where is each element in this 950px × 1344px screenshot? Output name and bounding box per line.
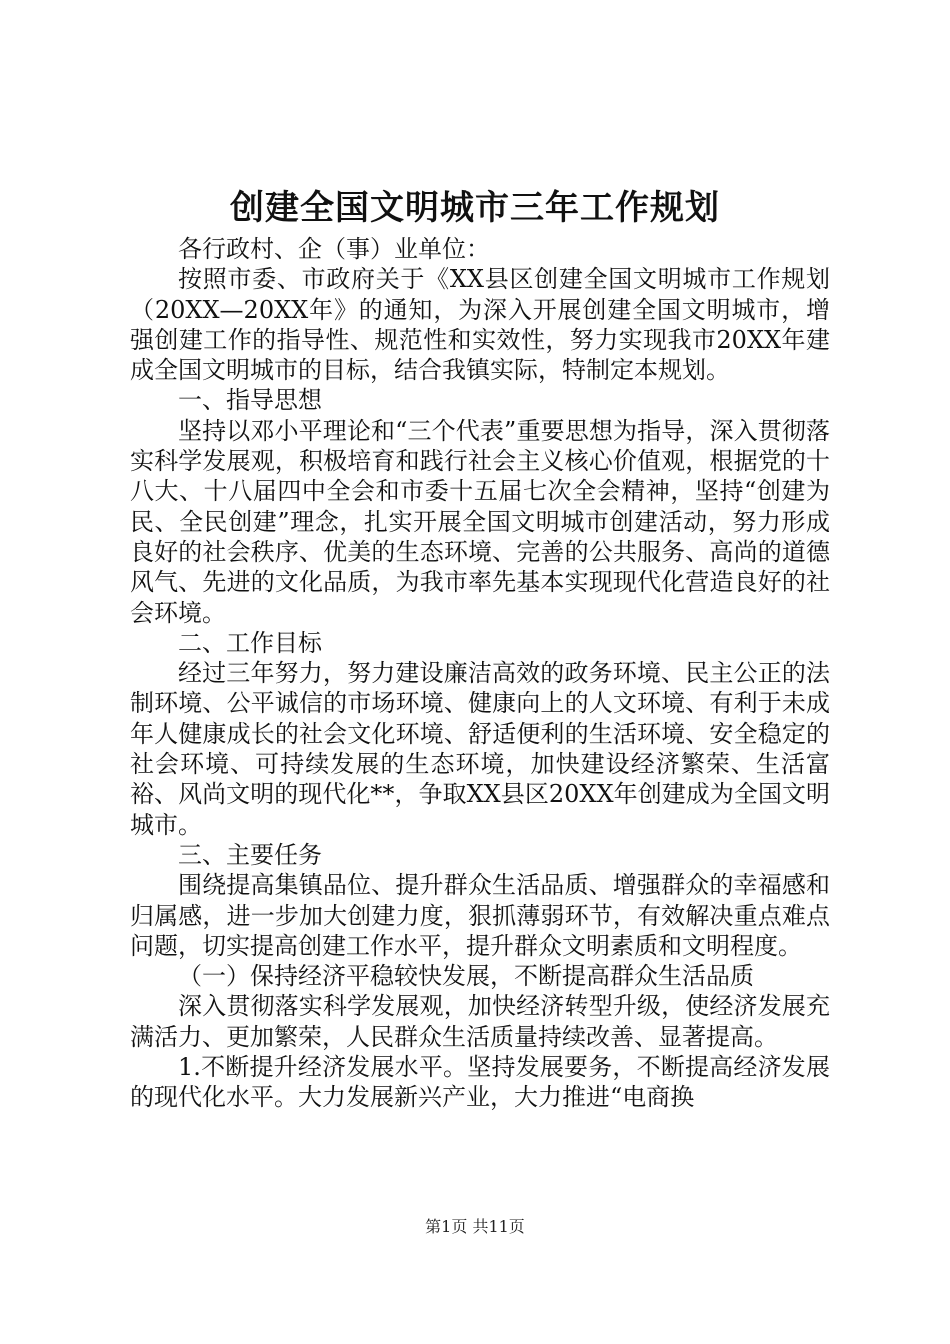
paragraph-item-1: 1.不断提升经济发展水平。坚持发展要务，不断提高经济发展的现代化水平。大力发展新兴产业，大力推进“电商换 [130,1053,830,1112]
document-title: 创建全国文明城市三年工作规划 [230,188,720,228]
paragraph-guiding-ideology: 坚持以邓小平理论和“三个代表”重要思想为指导，深入贯彻落实科学发展观，积极培育和践行社会主义核心价值观，根据党的十八大、十八届四中全会和市委十五届七次全会精神，坚持“创建为民、全民创建”理念，扎实开展全国文明城市创建活动，努力形成良好的社会秩序、优美的生态环境、完善的公共服务、高尚的道德风气、先进的文化品质，为我市率先基本实现现代化营造良好的社会环境。 [130,416,830,627]
salutation: 各行政村、企（事）业单位： [178,235,490,263]
page-number-footer: 第1页 共11页 [425,1217,525,1236]
paragraph-main-tasks: 围绕提高集镇品位、提升群众生活品质、增强群众的幸福感和归属感，进一步加大创建力度，狠抓薄弱环节，有效解决重点难点问题，切实提高创建工作水平，提升群众文明素质和文明程度。 [130,871,830,960]
section-heading-2: 二、工作目标 [178,628,322,657]
subsection-heading-1: （一）保持经济平稳较快发展，不断提高群众生活品质 [178,962,754,991]
paragraph-economy: 深入贯彻落实科学发展观，加快经济转型升级，使经济发展充满活力、更加繁荣，人民群众生活质量持续改善、显著提高。 [130,992,830,1051]
paragraph-intro: 按照市委、市政府关于《XX县区创建全国文明城市工作规划（20XX—20XX年》的通知，为深入开展创建全国文明城市，增强创建工作的指导性、规范性和实效性，努力实现我市20XX年建成全国文明城市的目标，结合我镇实际，特制定本规划。 [130,265,830,385]
document-body [130,234,830,1113]
section-heading-3: 三、主要任务 [178,840,322,869]
section-heading-1: 一、指导思想 [178,386,322,415]
paragraph-work-goals: 经过三年努力，努力建设廉洁高效的政务环境、民主公正的法制环境、公平诚信的市场环境、健康向上的人文环境、有利于未成年人健康成长的社会文化环境、舒适便利的生活环境、安全稳定的社会环境、可持续发展的生态环境，加快建设经济繁荣、生活富裕、风尚文明的现代化**，争取XX县区20XX年创建成为全国文明城市。 [130,659,830,839]
